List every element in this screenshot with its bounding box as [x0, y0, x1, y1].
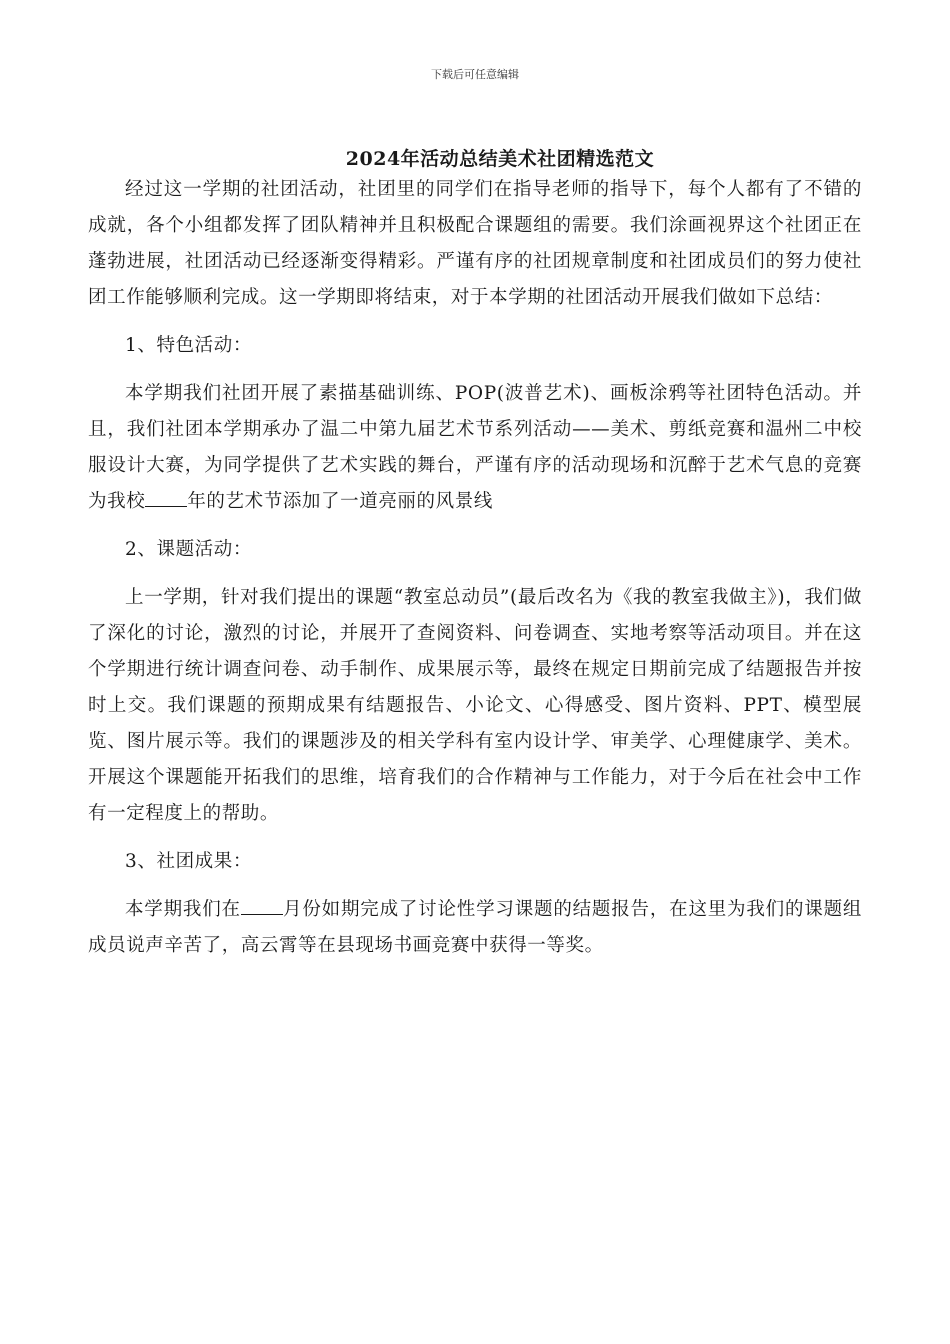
achievements-text-part2: 月份如期完成了讨论性学习课题的结题报告，在这里为我们的课题组成员说声辛苦了，高云霄等在县现场书画竞赛中获得一等奖。 — [88, 899, 862, 956]
achievements-paragraph — [88, 892, 862, 964]
fill-in-blank — [145, 490, 187, 507]
features-text-part1: 本学期我们社团开展了素描基础训练、POP(波普艺术)、画板涂鸦等社团特色活动。并且，我们社团本学期承办了温二中第九届艺术节系列活动——美术、剪纸竞赛和温州二中校服设计大赛，为同学提供了艺术实践的舞台，严谨有序的活动现场和沉醉于艺术气息的竞赛为我校 — [88, 383, 862, 512]
section-heading-achievements: 3、社团成果： — [125, 851, 252, 872]
section-heading-features: 1、特色活动： — [125, 335, 252, 356]
features-paragraph — [88, 376, 862, 520]
features-text-part2: 年的艺术节添加了一道亮丽的风景线 — [187, 491, 493, 512]
document-body — [88, 172, 862, 976]
project-paragraph: 上一学期，针对我们提出的课题“教室总动员”(最后改名为《我的教室我做主》)，我们做了深化的讨论，激烈的讨论，并展开了查阅资料、问卷调查、实地考察等活动项目。并在这个学期进行统计调查问卷、动手制作、成果展示等，最终在规定日期前完成了结题报告并按时上交。我们课题的预期成果有结题报告、小论文、心得感受、图片资料、PPT、模型展览、图片展示等。我们的课题涉及的相关学科有室内设计学、审美学、心理健康学、美术。开展这个课题能开拓我们的思维，培育我们的合作精神与工作能力，对于今后在社会中工作有一定程度上的帮助。 — [88, 587, 862, 824]
document-title: 2024年活动总结美术社团精选范文 — [345, 148, 655, 170]
intro-paragraph: 经过这一学期的社团活动，社团里的同学们在指导老师的指导下，每个人都有了不错的成就，各个小组都发挥了团队精神并且积极配合课题组的需要。我们涂画视界这个社团正在蓬勃进展，社团活动已经逐渐变得精彩。严谨有序的社团规章制度和社团成员们的努力使社团工作能够顺利完成。这一学期即将结束，对于本学期的社团活动开展我们做如下总结： — [88, 179, 862, 308]
section-heading-project: 2、课题活动： — [125, 539, 252, 560]
fill-in-blank — [241, 898, 283, 915]
header-note: 下载后可任意编辑 — [431, 68, 519, 81]
achievements-text-part1: 本学期我们在 — [125, 899, 241, 920]
